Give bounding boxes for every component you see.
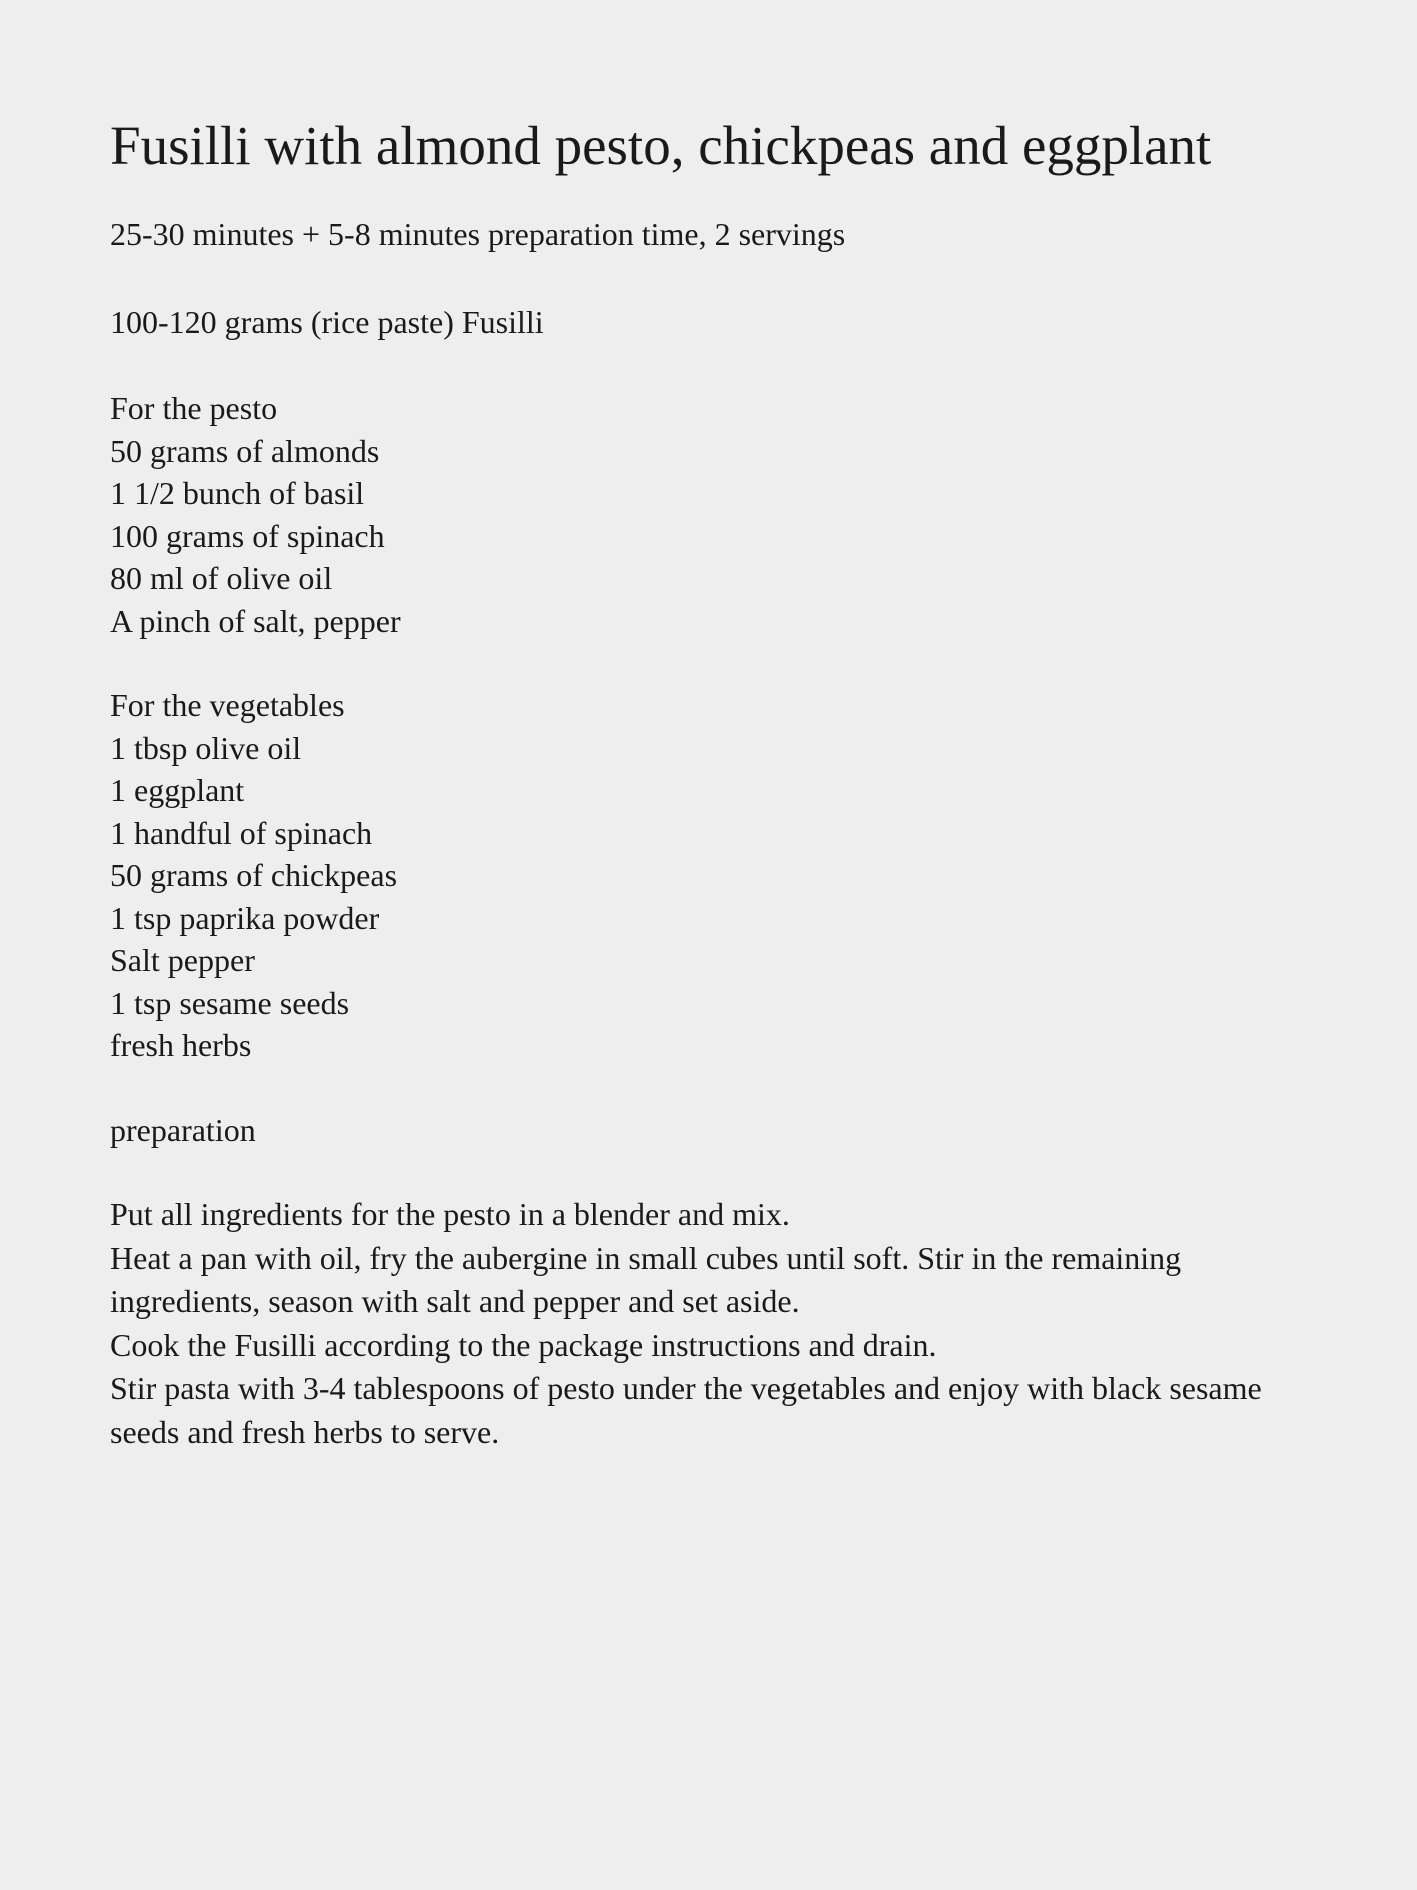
ingredient-item: Salt pepper [110, 942, 255, 978]
ingredient-item: 1 tbsp olive oil [110, 729, 302, 766]
ingredient-item: 1 1/2 bunch of basil [110, 475, 365, 511]
time-and-servings: 25-30 minutes + 5-8 minutes preparation time, 2 servings [110, 216, 846, 252]
preparation-steps [110, 1193, 1310, 1454]
preparation-step: Cook the Fusilli according to the package instructions and drain. [110, 1326, 937, 1363]
pesto-ingredients [110, 387, 401, 642]
ingredient-item: 50 grams of almonds [110, 432, 380, 469]
ingredient-item: 1 eggplant [110, 772, 245, 808]
pasta-ingredient: 100-120 grams (rice paste) Fusilli [110, 304, 544, 340]
recipe-title: Fusilli with almond pesto, chickpeas and eggplant [110, 115, 1212, 176]
preparation-step: Stir pasta with 3-4 tablespoons of pesto under the vegetables and enjoy with black sesame seeds and fresh herbs to serve. [110, 1370, 1262, 1450]
pesto-heading: For the pesto [110, 390, 278, 426]
vegetables-heading: For the vegetables [110, 687, 345, 723]
vegetable-ingredients [110, 684, 397, 1067]
ingredient-item: 1 tsp sesame seeds [110, 984, 350, 1021]
preparation-heading: preparation [110, 1112, 256, 1148]
preparation-step: Heat a pan with oil, fry the aubergine in small cubes until soft. Stir in the remaining ingredients, season with salt and pepper and set aside. [110, 1239, 1182, 1319]
ingredient-item: fresh herbs [110, 1027, 252, 1063]
ingredient-item: 100 grams of spinach [110, 517, 385, 554]
ingredient-item: A pinch of salt, pepper [110, 602, 401, 639]
ingredient-item: 1 handful of spinach [110, 814, 373, 851]
ingredient-item: 80 ml of olive oil [110, 560, 333, 596]
preparation-step: Put all ingredients for the pesto in a blender and mix. [110, 1196, 790, 1232]
ingredient-item: 1 tsp paprika powder [110, 899, 380, 936]
ingredient-item: 50 grams of chickpeas [110, 857, 398, 893]
